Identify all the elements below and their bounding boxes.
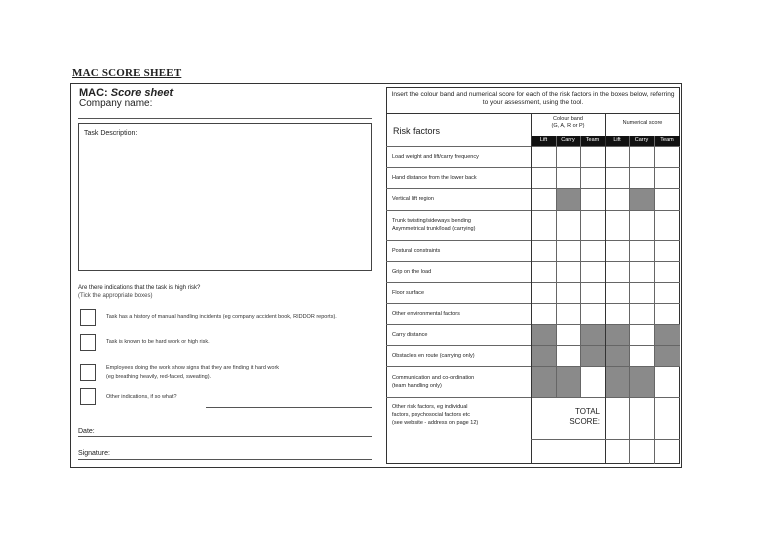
cell-5-lift-score[interactable] [605, 240, 629, 261]
total-bottom-rule [531, 439, 680, 440]
indicator-text-3: Employees doing the work show signs that they are finding it hard work (eg breathing heavily, red-faced, sweating). [106, 365, 280, 380]
cell-7-lift-score[interactable] [605, 282, 629, 303]
row-rule [386, 282, 680, 283]
cell-10-carry-band[interactable] [556, 345, 580, 366]
cell-11-team-band[interactable] [580, 366, 605, 397]
cell-9-team-band [580, 324, 605, 345]
indicator-checkbox-4[interactable] [80, 388, 96, 405]
cell-1-lift-band[interactable] [531, 146, 556, 167]
sub-header-carry-band: Carry [561, 137, 575, 143]
numerical-score-header: Numerical score [622, 120, 663, 126]
cell-3-carry-band [556, 188, 580, 210]
other-indications-line[interactable] [206, 407, 372, 408]
row-rule [386, 261, 680, 262]
total-team-cell[interactable] [654, 397, 680, 439]
total-carry-cell[interactable] [629, 397, 654, 439]
row-rule [386, 146, 680, 147]
cell-10-team-score [654, 345, 680, 366]
total-lift-cell[interactable] [605, 397, 629, 439]
table-top-rule [386, 113, 680, 114]
cell-7-carry-score[interactable] [629, 282, 654, 303]
risk-factor-label: Communication and co-ordination (team handling only) [392, 374, 475, 389]
cell-1-lift-score[interactable] [605, 146, 629, 167]
cell-6-lift-band[interactable] [531, 261, 556, 282]
risk-factor-label: Obstacles en route (carrying only) [392, 352, 475, 359]
signature-line[interactable] [78, 459, 372, 460]
cell-10-team-band [580, 345, 605, 366]
cell-1-team-band[interactable] [580, 146, 605, 167]
cell-11-carry-score [629, 366, 654, 397]
high-risk-question: Are there indications that the task is high risk? [78, 285, 201, 291]
row-rule [386, 303, 680, 304]
cell-7-team-band[interactable] [580, 282, 605, 303]
cell-3-lift-score[interactable] [605, 188, 629, 210]
risk-factor-label: Load weight and lift/carry frequency [392, 153, 479, 160]
cell-10-lift-score [605, 345, 629, 366]
cell-11-lift-score [605, 366, 629, 397]
cell-3-team-band[interactable] [580, 188, 605, 210]
cell-8-carry-score[interactable] [629, 303, 654, 324]
cell-7-lift-band[interactable] [531, 282, 556, 303]
cell-6-lift-score[interactable] [605, 261, 629, 282]
company-name-line[interactable] [78, 118, 372, 119]
indicator-checkbox-3[interactable] [80, 364, 96, 381]
cell-2-carry-score[interactable] [629, 167, 654, 188]
risk-factor-label: Carry distance [392, 331, 428, 338]
cell-5-lift-band[interactable] [531, 240, 556, 261]
sub-header-team-band: Team [585, 137, 600, 143]
cell-1-carry-score[interactable] [629, 146, 654, 167]
risk-factor-label: Postural constraints [392, 247, 441, 254]
cell-1-carry-band[interactable] [556, 146, 580, 167]
form-title-italic: Score sheet [110, 87, 174, 99]
cell-2-lift-band[interactable] [531, 167, 556, 188]
date-label: Date: [78, 428, 95, 435]
indicator-text-2: Task is known to be hard work or high risk. [106, 339, 210, 345]
row-rule [386, 240, 680, 241]
cell-9-carry-score[interactable] [629, 324, 654, 345]
colour-band-header: Colour band (G, A, R or P) [551, 116, 585, 129]
risk-factor-label: Other environmental factors [392, 310, 460, 317]
cell-5-carry-band[interactable] [556, 240, 580, 261]
row-rule [386, 188, 680, 189]
cell-2-carry-band[interactable] [556, 167, 580, 188]
risk-factors-header: Risk factors [393, 126, 441, 136]
cell-4-lift-score[interactable] [605, 210, 629, 240]
task-description-label: Task Description: [84, 130, 138, 137]
cell-8-team-score[interactable] [654, 303, 680, 324]
cell-8-lift-band[interactable] [531, 303, 556, 324]
indicator-checkbox-1[interactable] [80, 309, 96, 326]
sheet-heading: MAC SCORE SHEET [72, 67, 182, 79]
cell-9-lift-score [605, 324, 629, 345]
column-rule [556, 136, 557, 397]
cell-7-team-score[interactable] [654, 282, 680, 303]
cell-6-team-band[interactable] [580, 261, 605, 282]
sub-header-lift-band: Lift [539, 137, 548, 143]
row-rule [386, 210, 680, 211]
cell-9-lift-band [531, 324, 556, 345]
cell-2-team-band[interactable] [580, 167, 605, 188]
row-rule [386, 167, 680, 168]
indicator-text-4: Other indications, if so what? [106, 394, 177, 400]
indicator-text-1: Task has a history of manual handling incidents (eg company accident book, RIDDOR reports). [106, 314, 337, 320]
sub-header-carry-score: Carry [634, 137, 649, 143]
sub-header-team-score: Team [660, 137, 674, 143]
cell-9-carry-band[interactable] [556, 324, 580, 345]
company-name-label: Company name: [79, 98, 153, 109]
cell-2-team-score[interactable] [654, 167, 680, 188]
cell-11-lift-band [531, 366, 556, 397]
high-risk-hint: (Tick the appropriate boxes) [78, 293, 153, 299]
risk-factor-label: Vertical lift region [392, 196, 434, 202]
cell-6-team-score[interactable] [654, 261, 680, 282]
cell-3-lift-band[interactable] [531, 188, 556, 210]
total-score-label: TOTAL SCORE: [569, 407, 600, 426]
cell-8-lift-score[interactable] [605, 303, 629, 324]
cell-7-carry-band[interactable] [556, 282, 580, 303]
cell-2-lift-score[interactable] [605, 167, 629, 188]
other-risk-factors-text: Other risk factors, eg individual factors, psychosocial factors etc (see website - address on page 12) [392, 404, 479, 426]
cell-11-carry-band [556, 366, 580, 397]
cell-3-team-score[interactable] [654, 188, 680, 210]
instructions-text: Insert the colour band and numerical score for each of the risk factors in the boxes below, referring to your assessment, using the tool. [391, 91, 675, 106]
cell-5-team-score[interactable] [654, 240, 680, 261]
indicator-checkbox-2[interactable] [80, 334, 96, 351]
cell-8-carry-band[interactable] [556, 303, 580, 324]
row-rule [386, 324, 680, 325]
cell-10-lift-band [531, 345, 556, 366]
column-rule [580, 136, 581, 397]
cell-8-team-band[interactable] [580, 303, 605, 324]
risk-factor-label: Floor surface [392, 289, 425, 296]
row-rule [386, 366, 680, 367]
cell-5-team-band[interactable] [580, 240, 605, 261]
signature-label: Signature: [78, 450, 110, 457]
cell-6-carry-score[interactable] [629, 261, 654, 282]
date-line[interactable] [78, 436, 372, 437]
risk-factor-label: Grip on the load [392, 268, 432, 275]
risk-factor-label: Hand distance from the lower back [392, 174, 477, 181]
risk-factor-label: Trunk twisting/sideways bending Asymmetrical trunk/load (carrying) [392, 218, 476, 232]
column-rule [531, 113, 532, 464]
cell-4-team-band[interactable] [580, 210, 605, 240]
sub-header-lift-score: Lift [613, 137, 621, 143]
row-rule [386, 345, 680, 346]
task-description-box[interactable] [78, 123, 372, 271]
cell-5-carry-score[interactable] [629, 240, 654, 261]
cell-11-team-score[interactable] [654, 366, 680, 397]
cell-4-carry-score[interactable] [629, 210, 654, 240]
cell-4-lift-band[interactable] [531, 210, 556, 240]
cell-4-team-score[interactable] [654, 210, 680, 240]
cell-9-team-score [654, 324, 680, 345]
cell-10-carry-score[interactable] [629, 345, 654, 366]
form-title-prefix: MAC: [79, 87, 108, 99]
cell-6-carry-band[interactable] [556, 261, 580, 282]
cell-4-carry-band[interactable] [556, 210, 580, 240]
cell-1-team-score[interactable] [654, 146, 680, 167]
cell-3-carry-score [629, 188, 654, 210]
